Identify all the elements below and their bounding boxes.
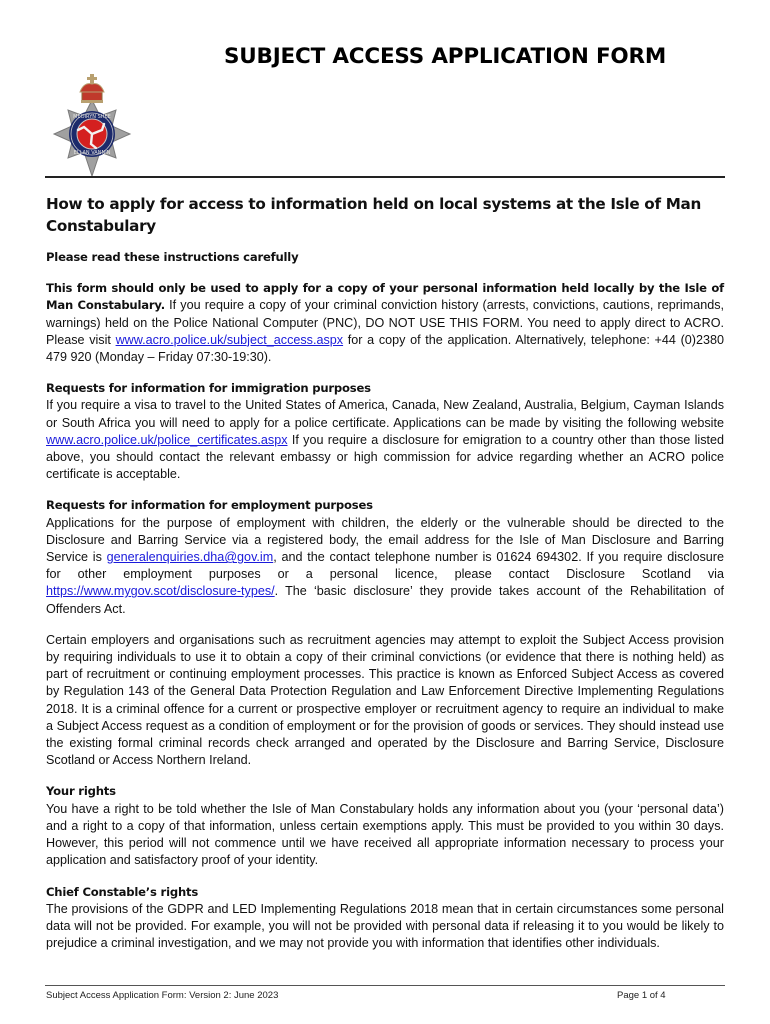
immigration-section — [46, 380, 724, 483]
chief-constable-section — [46, 884, 724, 953]
svg-text:ELLAN VANNIN: ELLAN VANNIN — [73, 150, 111, 156]
immigration-paragraph — [46, 397, 724, 483]
instructions-notice: Please read these instructions carefully — [46, 250, 299, 264]
acro-police-certificates-link[interactable]: www.acro.police.uk/police_certificates.aspx — [46, 432, 288, 447]
intro-text-2: for a copy of the application. Alternatively, telephone: +44 (0)2380 479 920 (Monday – Friday 07:30-19:30). — [46, 332, 725, 365]
footer-version: Subject Access Application Form: Version 2: June 2023 — [46, 990, 279, 1001]
document-body — [46, 193, 724, 966]
intro-lead-bold: This form should only be used to apply for a copy of your personal information held locally by the Isle of Man Constabulary. — [46, 281, 724, 313]
employment-section — [46, 497, 724, 617]
enforced-access-paragraph: Certain employers and organisations such as recruitment agencies may attempt to exploit the Subject Access provision by requiring individuals to use it to obtain a copy of their criminal convictions (or evidence that there is nothing held) as part of recruitment or continuing employment processes. This practice is known as Enforced Subject Access as covered by Regulation 143 of the General Data Protection Regulation and Law Enforcement Directive Implementing Regulations 2018. It is a criminal offence for a current or prospective employer or recruitment agency to require an individual to make a Subject Access request as a condition of employment or for the provision of goods or services. They should instead use the existing formal criminal records check arranged and operated by the Disclosure and Barring Service, Disclosure Scotland or Access Northern Ireland. — [46, 632, 724, 768]
your-rights-section — [46, 783, 724, 869]
svg-text:MEOIRYN SHEE: MEOIRYN SHEE — [73, 114, 111, 120]
employment-text-1: Applications for the purpose of employment with children, the elderly or the vulnerable should be directed to the Disclosure and Barring Service via a registered body, the email address for the Isle of Man Disclosure and Barring Service is — [46, 515, 724, 565]
mygov-scot-link[interactable]: https://www.mygov.scot/disclosure-types/ — [46, 584, 275, 599]
immigration-text-1: If you require a visa to travel to the United States of America, Canada, New Zealand, Australia, Belgium, Cayman Islands or South Africa you will need to apply for a police certificate. Applications can be made by visiting the following website — [46, 398, 724, 430]
intro-paragraph — [46, 280, 724, 366]
immigration-text-2: If you require a disclosure for emigration to a country other than those listed above, you should contact the relevant embassy or high commission for advice regarding whether an ACRO police certificate is acceptable. — [46, 432, 724, 482]
police-crest-icon — [44, 72, 140, 178]
header-divider — [45, 176, 725, 178]
your-rights-paragraph: You have a right to be told whether the Isle of Man Constabulary holds any information about you (your ‘personal data’) and a right to a copy of that information, unless certain exemptions apply. This must be provided to you within 30 days. However, this period will not commence until we have received all appropriate information necessary to process your application and satisfactory proof of your identity. — [46, 801, 724, 868]
chief-constable-paragraph: The provisions of the GDPR and LED Implementing Regulations 2018 mean that in certain circumstances some personal data will not be provided. For example, you will not be provided with personal data if releasing it to you would be likely to prejudice a criminal investigation, and we may not provide you with information that identifies other individuals. — [46, 901, 724, 951]
footer-page-number: Page 1 of 4 — [617, 990, 666, 1001]
footer-divider — [45, 985, 725, 986]
your-rights-heading: Your rights — [46, 784, 116, 799]
dha-email-link[interactable]: generalenquiries.dha@gov.im — [106, 550, 274, 565]
page-title: SUBJECT ACCESS APPLICATION FORM — [224, 44, 667, 69]
section-subtitle: How to apply for access to information held on local systems at the Isle of Man Constabulary — [46, 195, 702, 235]
employment-paragraph — [46, 515, 724, 618]
immigration-heading: Requests for information for immigration purposes — [46, 381, 371, 396]
intro-text-1: If you require a copy of your criminal conviction history (arrests, convictions, cautions, reprimands, warnings) held on the Police National Computer (PNC), DO NOT USE THIS FORM. You need to apply direct to ACRO. Please visit — [46, 298, 724, 347]
chief-constable-heading: Chief Constable’s rights — [46, 884, 199, 899]
acro-subject-access-link[interactable]: www.acro.police.uk/subject_access.aspx — [115, 332, 344, 347]
employment-text-3: . The ‘basic disclosure’ they provide takes account of the Rehabilitation of Offenders Act. — [46, 584, 724, 616]
employment-text-2: , and the contact telephone number is 01624 694302. If you require disclosure for other employment purposes or a personal licence, please contact Disclosure Scotland via — [46, 550, 724, 582]
employment-heading: Requests for information for employment purposes — [46, 498, 373, 513]
